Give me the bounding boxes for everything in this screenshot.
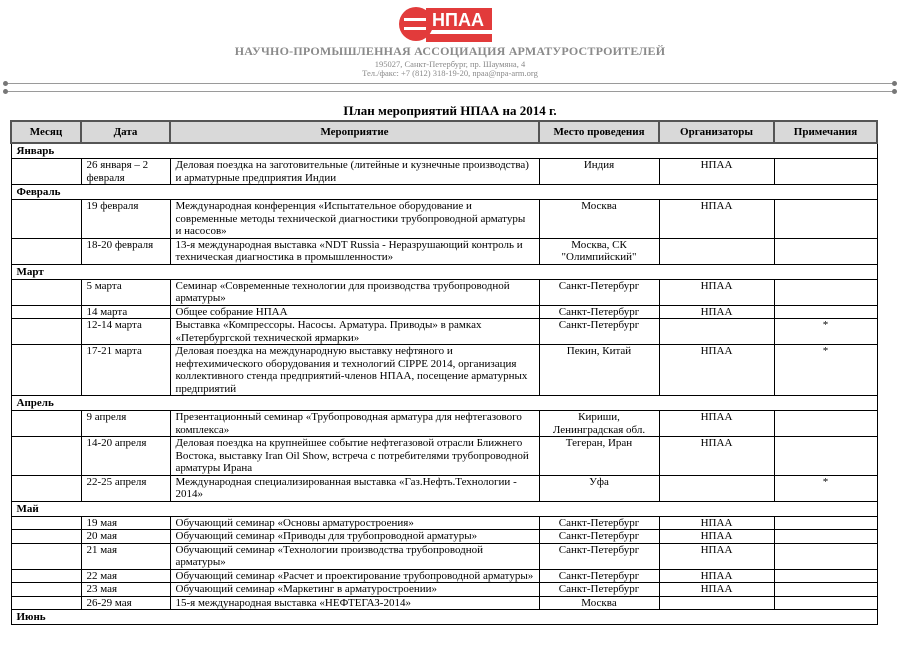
event-place: Пекин, Китай: [539, 345, 659, 396]
event-organizer: НПАА: [659, 305, 774, 319]
event-note: [774, 530, 877, 544]
event-place: Уфа: [539, 475, 659, 501]
event-note: [774, 305, 877, 319]
table-row: [11, 437, 877, 476]
event-title: Выставка «Компрессоры. Насосы. Арматура. Приводы» в рамках «Петербургской технической ярмарки»: [170, 319, 539, 345]
event-date: 22 мая: [81, 569, 170, 583]
organization-name: НАУЧНО-ПРОМЫШЛЕННАЯ АССОЦИАЦИЯ АРМАТУРОСТРОИТЕЛЕЙ: [234, 44, 666, 58]
event-organizer: [659, 596, 774, 610]
event-title: Международная конференция «Испытательное оборудование и современные методы технической диагностики трубопроводной арматуры и насосов»: [170, 200, 539, 239]
organization-address: 195027, Санкт-Петербург, пр. Шаумяна, 4: [374, 59, 526, 69]
npaa-logo: [398, 4, 494, 44]
event-title: 13-я международная выставка «NDT Russia - Неразрушающий контроль и техническая диагностика в промышленности»: [170, 238, 539, 264]
event-organizer: НПАА: [659, 569, 774, 583]
organization-contact: Тел./факс: +7 (812) 318-19-20, npaa@npa-arm.org: [362, 68, 538, 78]
event-note: *: [774, 345, 877, 396]
plan-title: План мероприятий НПАА на 2014 г.: [343, 103, 557, 118]
table-row: [11, 279, 877, 305]
table-row: [11, 530, 877, 544]
column-header-organizers: Организаторы: [659, 121, 774, 143]
event-place: Москва: [539, 200, 659, 239]
month-label: Январь: [11, 143, 877, 159]
event-date: 26-29 мая: [81, 596, 170, 610]
event-date: 12-14 марта: [81, 319, 170, 345]
table-row: [11, 596, 877, 610]
event-date: 20 мая: [81, 530, 170, 544]
column-header-place: Место проведения: [539, 121, 659, 143]
table-row: [11, 238, 877, 264]
month-label: Апрель: [11, 396, 877, 411]
event-organizer: [659, 475, 774, 501]
table-row: [11, 159, 877, 185]
event-title: Международная специализированная выставка «Газ.Нефть.Технологии - 2014»: [170, 475, 539, 501]
event-note: [774, 279, 877, 305]
event-organizer: НПАА: [659, 530, 774, 544]
event-place: Санкт-Петербург: [539, 543, 659, 569]
event-title: Обучающий семинар «Маркетинг в арматуростроении»: [170, 583, 539, 597]
table-row: [11, 475, 877, 501]
event-note: [774, 569, 877, 583]
event-title: Семинар «Современные технологии для производства трубопроводной арматуры»: [170, 279, 539, 305]
event-organizer: [659, 238, 774, 264]
event-place: Санкт-Петербург: [539, 516, 659, 530]
event-note: [774, 238, 877, 264]
svg-text:НПАА: НПАА: [432, 10, 484, 30]
table-row: [11, 345, 877, 396]
header-rule-bottom: [5, 91, 895, 92]
event-title: Деловая поездка на международную выставку нефтяного и нефтехимического оборудования и технологий CIPPE 2014, организация коллективного стенда предприятий-членов НПАА, посещение арматурных предприятий: [170, 345, 539, 396]
event-note: [774, 159, 877, 185]
events-table: [10, 120, 878, 625]
event-note: *: [774, 319, 877, 345]
event-place: Кириши, Ленинградская обл.: [539, 411, 659, 437]
event-title: 15-я международная выставка «НЕФТЕГАЗ-2014»: [170, 596, 539, 610]
table-header-row: [11, 121, 877, 143]
event-place: Санкт-Петербург: [539, 319, 659, 345]
month-label: Март: [11, 264, 877, 279]
column-header-event: Мероприятие: [170, 121, 539, 143]
column-header-notes: Примечания: [774, 121, 877, 143]
table-row: [11, 543, 877, 569]
month-row: [11, 143, 877, 159]
event-place: Тегеран, Иран: [539, 437, 659, 476]
event-date: 22-25 апреля: [81, 475, 170, 501]
event-title: Обучающий семинар «Приводы для трубопроводной арматуры»: [170, 530, 539, 544]
event-date: 19 февраля: [81, 200, 170, 239]
month-label: Июнь: [11, 610, 877, 625]
table-row: [11, 200, 877, 239]
event-organizer: НПАА: [659, 345, 774, 396]
event-note: [774, 437, 877, 476]
event-date: 5 марта: [81, 279, 170, 305]
event-date: 18-20 февраля: [81, 238, 170, 264]
table-row: [11, 583, 877, 597]
event-title: Деловая поездка на заготовительные (литейные и кузнечные производства) и арматурные предприятия Индии: [170, 159, 539, 185]
event-note: [774, 583, 877, 597]
event-title: Презентационный семинар «Трубопроводная арматура для нефтегазового комплекса»: [170, 411, 539, 437]
month-row: [11, 610, 877, 625]
event-organizer: НПАА: [659, 543, 774, 569]
month-row: [11, 396, 877, 411]
event-organizer: НПАА: [659, 583, 774, 597]
event-date: 21 мая: [81, 543, 170, 569]
event-title: Общее собрание НПАА: [170, 305, 539, 319]
table-row: [11, 411, 877, 437]
month-label: Февраль: [11, 185, 877, 200]
column-header-date: Дата: [81, 121, 170, 143]
event-place: Санкт-Петербург: [539, 305, 659, 319]
event-date: 26 января – 2 февраля: [81, 159, 170, 185]
event-note: *: [774, 475, 877, 501]
table-row: [11, 516, 877, 530]
event-title: Обучающий семинар «Основы арматуростроения»: [170, 516, 539, 530]
event-date: 23 мая: [81, 583, 170, 597]
event-date: 14-20 апреля: [81, 437, 170, 476]
table-row: [11, 569, 877, 583]
event-date: 17-21 марта: [81, 345, 170, 396]
event-note: [774, 596, 877, 610]
event-place: Индия: [539, 159, 659, 185]
event-organizer: НПАА: [659, 200, 774, 239]
column-header-month: Месяц: [11, 121, 81, 143]
event-note: [774, 200, 877, 239]
event-note: [774, 543, 877, 569]
month-label: Май: [11, 501, 877, 516]
event-place: Санкт-Петербург: [539, 569, 659, 583]
month-row: [11, 185, 877, 200]
event-place: Москва: [539, 596, 659, 610]
event-organizer: НПАА: [659, 159, 774, 185]
event-note: [774, 411, 877, 437]
event-place: Санкт-Петербург: [539, 279, 659, 305]
event-title: Деловая поездка на крупнейшее событие нефтегазовой отрасли Ближнего Востока, выставку Iran Oil Show, встреча с потребителями трубопроводной арматуры Ирана: [170, 437, 539, 476]
event-date: 19 мая: [81, 516, 170, 530]
event-place: Санкт-Петербург: [539, 583, 659, 597]
table-row: [11, 305, 877, 319]
event-title: Обучающий семинар «Технологии производства трубопроводной арматуры»: [170, 543, 539, 569]
event-note: [774, 516, 877, 530]
month-row: [11, 501, 877, 516]
event-date: 9 апреля: [81, 411, 170, 437]
event-organizer: [659, 319, 774, 345]
event-place: Санкт-Петербург: [539, 530, 659, 544]
month-row: [11, 264, 877, 279]
event-organizer: НПАА: [659, 411, 774, 437]
header-rule-top: [5, 83, 895, 84]
event-organizer: НПАА: [659, 437, 774, 476]
event-organizer: НПАА: [659, 279, 774, 305]
event-date: 14 марта: [81, 305, 170, 319]
event-organizer: НПАА: [659, 516, 774, 530]
table-row: [11, 319, 877, 345]
event-title: Обучающий семинар «Расчет и проектирование трубопроводной арматуры»: [170, 569, 539, 583]
event-place: Москва, СК "Олимпийский": [539, 238, 659, 264]
